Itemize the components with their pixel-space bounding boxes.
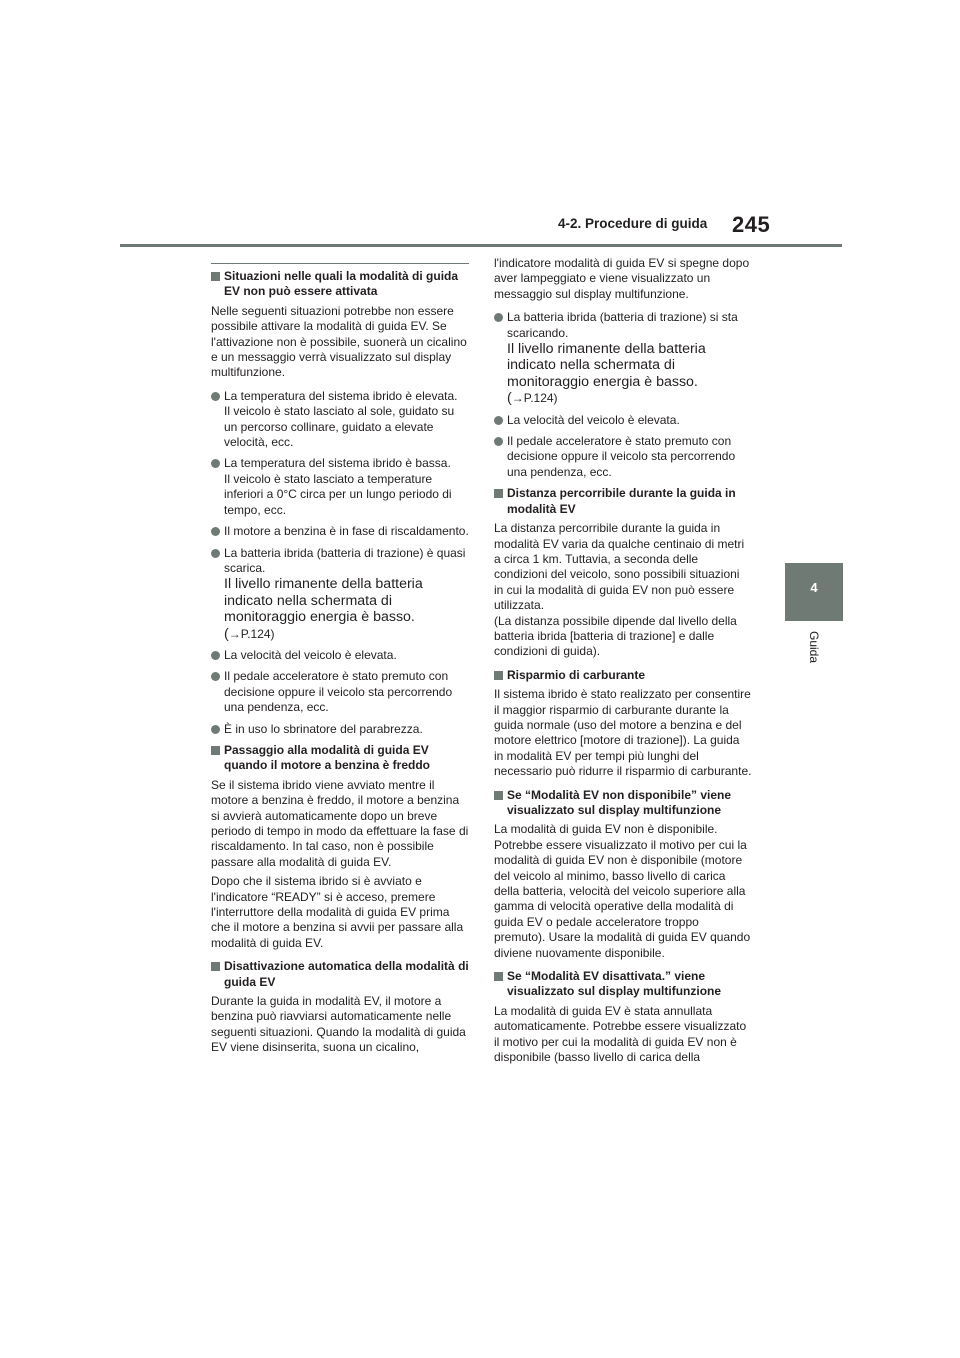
circle-bullet-icon: [211, 459, 220, 468]
paragraph: La modalità di guida EV non è disponibile. Potrebbe essere visualizzato il motivo per cui la modalità di guida EV non è disponibile (motore del veicolo al minimo, basso livello di carica della batteria, velocità del veicolo superiore alla gamma di velocità operative della modalità di guida EV o pedale acceleratore troppo premuto). Usare la modalità di guida EV quando diviene nuovamente disponibile.: [494, 822, 751, 960]
circle-bullet-icon: [494, 437, 503, 446]
circle-bullet-icon: [211, 527, 220, 536]
circle-bullet-icon: [211, 672, 220, 681]
square-bullet-icon: [494, 791, 503, 800]
section-heading: Se “Modalità EV non disponibile” viene visualizzato sul display multifunzione: [494, 788, 752, 819]
paragraph: Se il sistema ibrido viene avviato mentre il motore a benzina è freddo, il motore a benzina si avvierà automaticamente dopo un breve periodo di tempo in modo da effettuare la fase di riscaldamento. In tal caso, non è possibile passare alla modalità di guida EV.: [211, 777, 469, 869]
paragraph: l'indicatore modalità di guida EV si spegne dopo aver lampeggiato e viene visualizzato un messaggio sul display multifunzione.: [494, 256, 750, 301]
page-number: 245: [732, 212, 771, 237]
section-heading: Passaggio alla modalità di guida EV quando il motore a benzina è freddo: [211, 743, 469, 774]
section-heading: Risparmio di carburante: [494, 668, 752, 683]
chapter-side-label: [806, 628, 822, 668]
square-bullet-icon: [211, 272, 220, 281]
paragraph: La distanza percorribile durante la guida in modalità EV varia da qualche centinaio di metri a circa 1 km. Tuttavia, a seconda delle condizioni del veicolo, sono possibili situazioni in cui la modalità di guida EV non può essere utilizzata.: [494, 521, 745, 613]
circle-bullet-icon: [211, 392, 220, 401]
square-bullet-icon: [494, 489, 503, 498]
page-reference-link[interactable]: →P.124): [228, 626, 275, 641]
chapter-label: Guida: [807, 630, 821, 664]
square-bullet-icon: [211, 962, 220, 971]
column-top-rule: [211, 263, 469, 264]
list-item: La temperatura del sistema ibrido è bassa. Il veicolo è stato lasciato a temperature inferiori a 0°C circa per un lungo periodo di tempo, ecc.: [211, 456, 469, 518]
section-heading: Disattivazione automatica della modalità di guida EV: [211, 959, 469, 990]
list-item: Il pedale acceleratore è stato premuto con decisione oppure il veicolo sta percorrendo una pendenza, ecc.: [211, 669, 469, 715]
circle-bullet-icon: [211, 725, 220, 734]
circle-bullet-icon: [494, 313, 503, 322]
section-heading: Situazioni nelle quali la modalità di guida EV non può essere attivata: [211, 269, 469, 300]
left-column: [211, 263, 469, 1060]
paragraph: Dopo che il sistema ibrido si è avviato e l'indicatore “READY” si è acceso, premere l'interruttore della modalità di guida EV prima che il motore a benzina si avvii per passare alla modalità di guida EV.: [211, 874, 464, 950]
right-column: [494, 256, 752, 1070]
list-item: La velocità del veicolo è elevata.: [494, 413, 752, 428]
section-heading: Distanza percorribile durante la guida in modalità EV: [494, 486, 752, 517]
list-item: La temperatura del sistema ibrido è elevata. Il veicolo è stato lasciato al sole, guidato su un percorso collinare, guidato a elevate velocità, ecc.: [211, 389, 469, 451]
square-bullet-icon: [211, 746, 220, 755]
paragraph: (La distanza possibile dipende dal livello della batteria ibrida [batteria di trazione] e dalle condizioni di guida).: [494, 613, 737, 659]
chapter-number: 4: [810, 580, 818, 595]
list-item: La batteria ibrida (batteria di trazione) è quasi scarica. Il livello rimanente della batteria indicato nella schermata di monitoraggio energia è basso. (→P.124): [211, 546, 469, 642]
section-heading: Se “Modalità EV disattivata.” viene visualizzato sul display multifunzione: [494, 969, 752, 1000]
paragraph: La modalità di guida EV è stata annullata automaticamente. Potrebbe essere visualizzato il motivo per cui la modalità di guida EV non è disponibile (basso livello di carica della: [494, 1003, 747, 1065]
paragraph: Nelle seguenti situazioni potrebbe non essere possibile attivare la modalità di guida EV. Se l'attivazione non è possibile, suonerà un cicalino e un messaggio verrà visualizzato sul display multifunzione.: [211, 303, 467, 380]
list-item: La velocità del veicolo è elevata.: [211, 648, 469, 663]
paragraph: Il sistema ibrido è stato realizzato per consentire il maggior risparmio di carburante durante la guida normale (uso del motore a benzina e del motore elettrico [motore di trazione]). La guida in modalità EV per tempi più lunghi del necessario può ridurre il risparmio di carburante.: [494, 687, 752, 779]
header-rule: [120, 244, 842, 247]
list-item: È in uso lo sbrinatore del parabrezza.: [211, 722, 469, 737]
page-reference-link[interactable]: →P.124): [511, 391, 558, 406]
section-header: 4-2. Procedure di guida: [558, 216, 708, 231]
circle-bullet-icon: [211, 651, 220, 660]
list-item: La batteria ibrida (batteria di trazione) si sta scaricando. Il livello rimanente della batteria indicato nella schermata di monitoraggio energia è basso. (→P.124): [494, 310, 752, 406]
list-item: Il pedale acceleratore è stato premuto con decisione oppure il veicolo sta percorrendo una pendenza, ecc.: [494, 434, 752, 480]
circle-bullet-icon: [494, 416, 503, 425]
circle-bullet-icon: [211, 549, 220, 558]
chapter-tab: [785, 563, 843, 621]
list-item: Il motore a benzina è in fase di riscaldamento.: [211, 524, 469, 539]
square-bullet-icon: [494, 972, 503, 981]
square-bullet-icon: [494, 671, 503, 680]
paragraph: Durante la guida in modalità EV, il motore a benzina può riavviarsi automaticamente nelle seguenti situazioni. Quando la modalità di guida EV viene disinserita, suona un cicalino,: [211, 994, 466, 1055]
